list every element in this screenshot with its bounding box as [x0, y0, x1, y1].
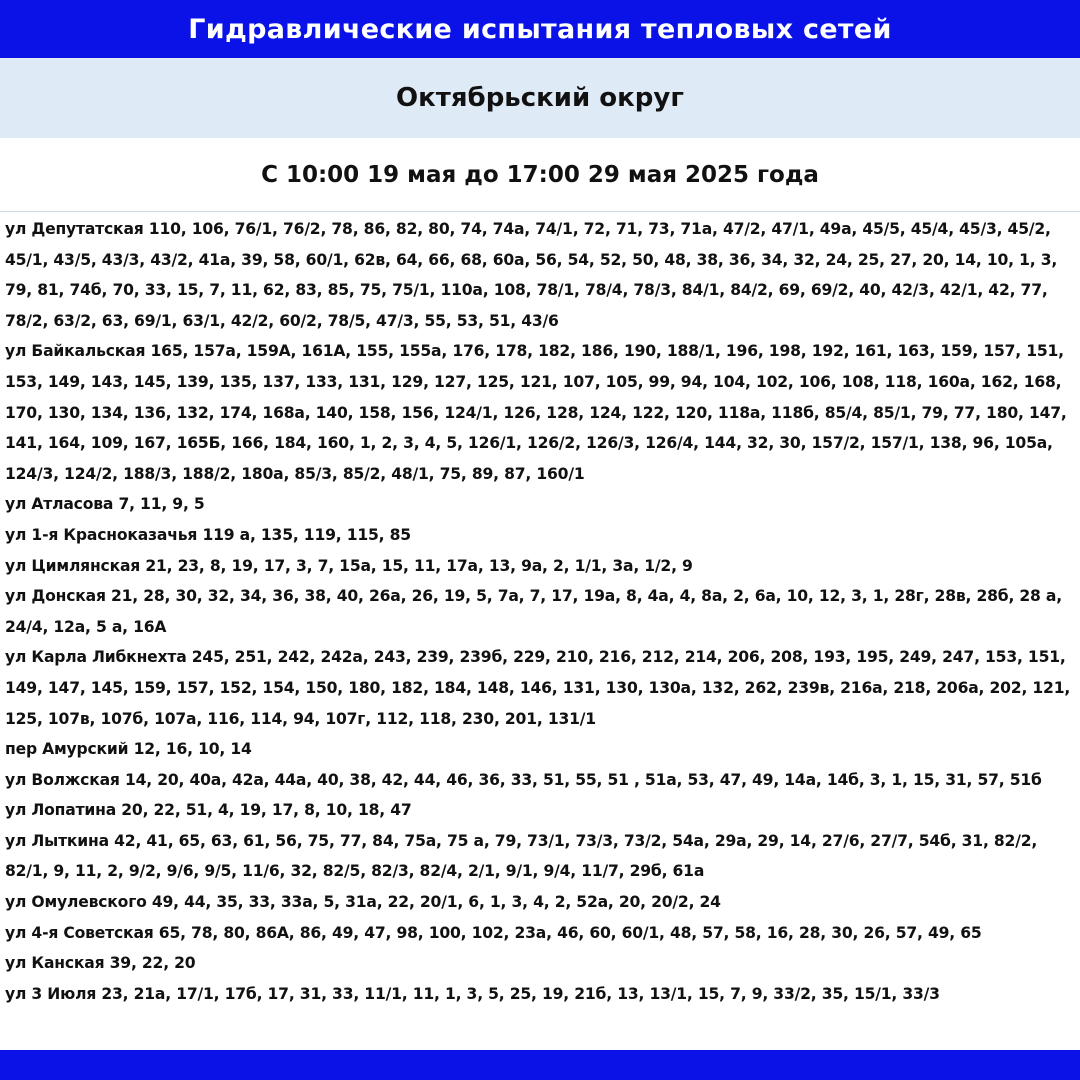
address-entry: ул Лыткина 42, 41, 65, 63, 61, 56, 75, 77, 84, 75а, 75 а, 79, 73/1, 73/3, 73/2, 54а, 29а, 29, 14, 27/6, 27/7, 54б, 31, 82/2, 82/1, 9, 11, 2, 9/2, 9/6, 9/5, 11/6, 32, 82/5, 82/3, 82/4, 2/1, 9/1, 9/4, 11/7, 29б, 61а [5, 831, 1038, 881]
address-entry: ул Карла Либкнехта 245, 251, 242, 242а, 243, 239, 239б, 229, 210, 216, 212, 214, 206, 208, 193, 195, 249, 247, 153, 151, 149, 147, 145, 159, 157, 152, 154, 150, 180, 182, 184, 148, 146, 131, 130, 130а, 132, 262, 239в, 216а, 218, 206а, 202, 121, 125, 107в, 107б, 107а, 116, 114, 94, 107г, 112, 118, 230, 201, 131/1 [5, 648, 1071, 728]
address-entry: ул 1-я Красноказачья 119 а, 135, 119, 115, 85 [5, 525, 411, 544]
address-list [5, 214, 1075, 1009]
page-title: Гидравлические испытания тепловых сетей [188, 13, 892, 45]
address-entry: ул Донская 21, 28, 30, 32, 34, 36, 38, 40, 26а, 26, 19, 5, 7а, 7, 17, 19а, 8, 4а, 4, 8а, 2, 6а, 10, 12, 3, 1, 28г, 28в, 28б, 28 а, 24/4, 12а, 5 а, 16А [5, 587, 1062, 636]
address-entry: ул 4-я Советская 65, 78, 80, 86А, 86, 49, 47, 98, 100, 102, 23а, 46, 60, 60/1, 48, 57, 58, 16, 28, 30, 26, 57, 49, 65 [5, 923, 982, 942]
title-banner [0, 0, 1080, 58]
address-entry: ул Волжская 14, 20, 40а, 42а, 44а, 40, 38, 42, 44, 46, 36, 33, 51, 55, 51 , 51а, 53, 47, 49, 14а, 14б, 3, 1, 15, 31, 57, 51б [5, 770, 1042, 789]
bottom-bar [0, 1050, 1080, 1080]
period-section [0, 138, 1080, 212]
address-entry: ул 3 Июля 23, 21а, 17/1, 17б, 17, 31, 33, 11/1, 11, 1, 3, 5, 25, 19, 21б, 13, 13/1, 15, 7, 9, 33/2, 35, 15/1, 33/3 [5, 984, 940, 1003]
test-period: С 10:00 19 мая до 17:00 29 мая 2025 года [261, 162, 819, 188]
district-band [0, 58, 1080, 138]
section-divider [0, 211, 1080, 212]
address-entry: пер Амурский 12, 16, 10, 14 [5, 740, 252, 759]
district-name: Октябрьский округ [396, 83, 684, 113]
address-entry: ул Атласова 7, 11, 9, 5 [5, 495, 205, 514]
address-entry: ул Депутатская 110, 106, 76/1, 76/2, 78, 86, 82, 80, 74, 74а, 74/1, 72, 71, 73, 71а, 47/2, 47/1, 49а, 45/5, 45/4, 45/3, 45/2, 45/1, 43/5, 43/3, 43/2, 41а, 39, 58, 60/1, 62в, 64, 66, 68, 60а, 56, 54, 52, 50, 48, 38, 36, 34, 32, 24, 25, 27, 20, 14, 10, 1, 3, 79, 81, 74б, 70, 33, 15, 7, 11, 62, 83, 85, 75, 75/1, 110а, 108, 78/1, 78/4, 78/3, 84/1, 84/2, 69, 69/2, 40, 42/3, 42/1, 42, 77, 78/2, 63/2, 63, 69/1, 63/1, 42/2, 60/2, 78/5, 47/3, 55, 53, 51, 43/6 [5, 220, 1058, 330]
address-entry: ул Канская 39, 22, 20 [5, 954, 196, 973]
address-entry: ул Цимлянская 21, 23, 8, 19, 17, 3, 7, 15а, 15, 11, 17а, 13, 9а, 2, 1/1, 3а, 1/2, 9 [5, 556, 693, 575]
address-entry: ул Омулевского 49, 44, 35, 33, 33а, 5, 31а, 22, 20/1, 6, 1, 3, 4, 2, 52а, 20, 20/2, 24 [5, 893, 721, 912]
address-entry: ул Лопатина 20, 22, 51, 4, 19, 17, 8, 10, 18, 47 [5, 801, 412, 820]
address-entry: ул Байкальская 165, 157а, 159А, 161А, 155, 155а, 176, 178, 182, 186, 190, 188/1, 196, 198, 192, 161, 163, 159, 157, 151, 153, 149, 143, 145, 139, 135, 137, 133, 131, 129, 127, 125, 121, 107, 105, 99, 94, 104, 102, 106, 108, 118, 160а, 162, 168, 170, 130, 134, 136, 132, 174, 168а, 140, 158, 156, 124/1, 126, 128, 124, 122, 120, 118а, 118б, 85/4, 85/1, 79, 77, 180, 147, 141, 164, 109, 167, 165Б, 166, 184, 160, 1, 2, 3, 4, 5, 126/1, 126/2, 126/3, 126/4, 144, 32, 30, 157/2, 157/1, 138, 96, 105а, 124/3, 124/2, 188/3, 188/2, 180а, 85/3, 85/2, 48/1, 75, 89, 87, 160/1 [5, 342, 1067, 483]
